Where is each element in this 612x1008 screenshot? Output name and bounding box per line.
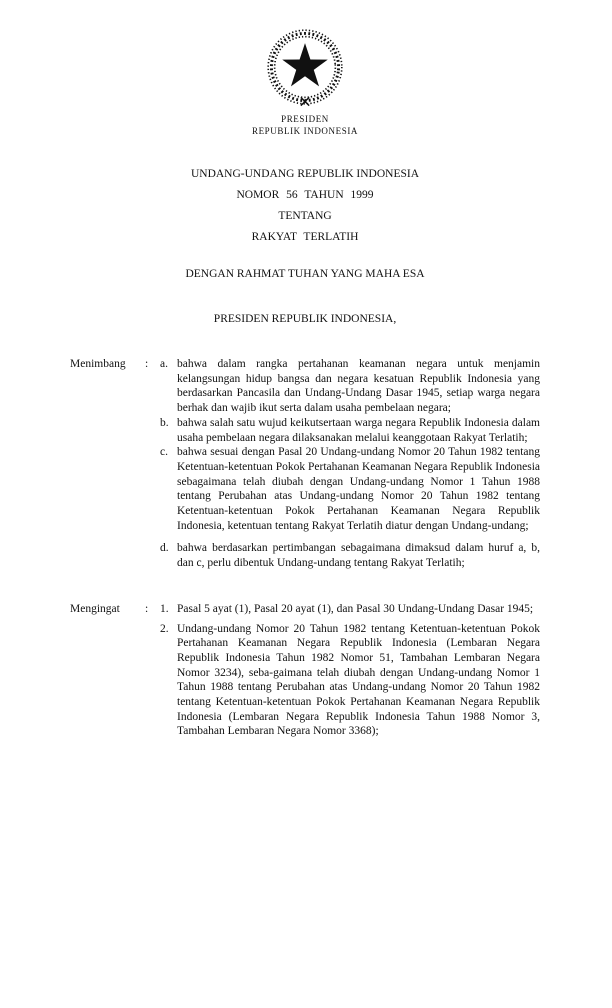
considering-item-d (160, 541, 540, 570)
recalling-item-1 (160, 602, 540, 617)
considering-item-c (160, 445, 540, 533)
item-marker: a. (160, 358, 168, 370)
considering-label: Menimbang (70, 358, 126, 370)
letterhead-line1: PRESIDEN (281, 114, 329, 124)
considering-block (70, 357, 540, 571)
item-marker: b. (160, 416, 169, 429)
recalling-items (160, 602, 540, 739)
recalling-block (70, 602, 540, 739)
recalling-item-2 (160, 622, 540, 740)
considering-item-b (160, 416, 540, 445)
item-text: Pasal 5 ayat (1), Pasal 20 ayat (1), dan Pasal 30 Undang-Undang Dasar 1945; (177, 602, 534, 615)
invocation-line: DENGAN RAHMAT TUHAN YANG MAHA ESA (185, 268, 425, 280)
law-title-line1: UNDANG-UNDANG REPUBLIK INDONESIA (190, 168, 420, 180)
authority-line: PRESIDEN REPUBLIK INDONESIA, (213, 313, 397, 325)
item-marker: d. (160, 542, 169, 555)
item-text: bahwa salah satu wujud keikutsertaan warga negara Republik Indonesia dalam usaha pembelaan negara dilaksanakan melalui keanggotaan Rakyat Terlatih; (177, 416, 540, 444)
presidential-seal-icon (259, 24, 351, 110)
recalling-label: Mengingat (70, 602, 120, 615)
item-text: bahwa berdasarkan pertimbangan sebagaimana dimaksud dalam huruf a, b, dan c, perlu dibentuk Undang-undang tentang Rakyat Terlatih; (177, 542, 540, 570)
item-marker: 2. (160, 622, 169, 635)
law-title (70, 164, 540, 248)
item-text: bahwa dalam rangka pertahanan keamanan negara untuk menjamin kelangsungan hidup bangsa dan negara kesatuan Republik Indonesia yang berdasarkan Pancasila dan Undang-Undang Dasar 1945, setiap warga negara berhak dan wajib ikut serta dalam usaha pembelaan negara; (177, 358, 540, 415)
considering-items (160, 357, 540, 571)
law-title-tentang: TENTANG (278, 210, 332, 222)
law-title-number: NOMOR 56 TAHUN 1999 (236, 189, 374, 201)
letterhead-line2: REPUBLIK INDONESIA (251, 126, 359, 136)
item-marker: 1. (160, 602, 169, 615)
recalling-colon: : (145, 602, 149, 615)
considering-item-a (160, 357, 540, 416)
item-text: Undang-undang Nomor 20 Tahun 1982 tentang Ketentuan-ketentuan Pokok Pertahanan Keamanan Negara Republik Indonesia (Lembaran Negara Republik Indonesia Tahun 1982 Nomor 51, Tambahan Lembaran Negara Nomor 3234), seba-gaimana telah diubah dengan Undang-undang Nomor 1 Tahun 1988 tentang Perubahan atas Undang-undang Nomor 20 Tahun 1982 tentang Ketentuan-ketentuan Pokok Pertahanan Keamanan Negara Republik Indonesia (Lembaran Negara Republik Indonesia Tahun 1988 Nomor 3, Tambahan Lembaran Negara Nomor 3368); (177, 622, 540, 738)
item-marker: c. (160, 446, 168, 459)
letterhead (70, 113, 540, 137)
item-text: bahwa sesuai dengan Pasal 20 Undang-undang Nomor 20 Tahun 1982 tentang Ketentuan-ketentuan Pokok Pertahanan Keamanan Negara Republik Indonesia sebagaimana telah diubah dengan Undang-undang Nomor 1 Tahun 1988 tentang Perubahan atas Undang-undang Nomor 20 Tahun 1982 tentang Ketentuan-ketentuan Pokok Pertahanan Keamanan Negara Republik Indonesia, ketentuan tentang Rakyat Terlatih diatur dengan Undang-undang; (177, 446, 540, 532)
considering-colon: : (145, 358, 149, 370)
law-title-subject: RAKYAT TERLATIH (251, 231, 359, 243)
seal-container (70, 24, 540, 110)
